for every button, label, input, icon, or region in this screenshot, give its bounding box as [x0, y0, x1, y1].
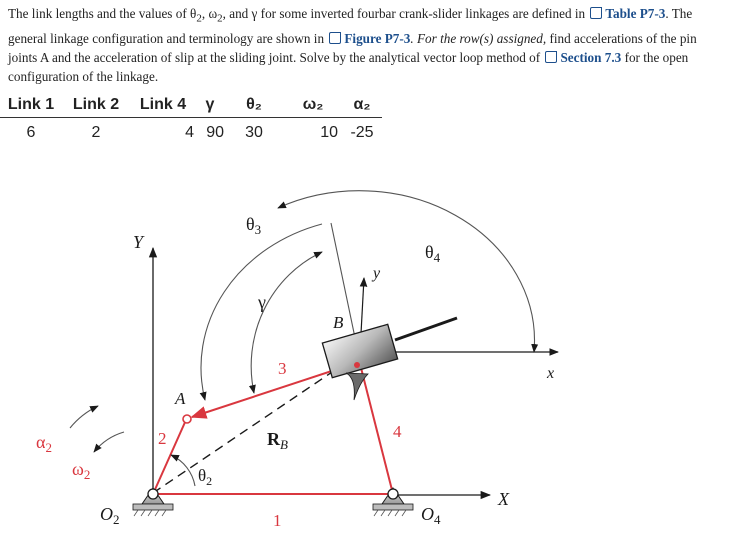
- external-link-icon: [590, 7, 602, 19]
- link1-label: 1: [273, 511, 282, 530]
- header-alpha2: α₂: [342, 94, 382, 118]
- slider-block: [322, 324, 397, 377]
- figure-ref-link[interactable]: Figure P7-3: [344, 30, 411, 46]
- header-link1: Link 1: [0, 94, 62, 118]
- external-link-icon: [545, 51, 557, 63]
- link-3: [192, 364, 353, 417]
- alpha2-label: $\alpha_2$: [36, 432, 52, 455]
- header-theta2: θ₂: [224, 94, 284, 118]
- cell-link2: 2: [91, 124, 101, 141]
- theta3-label: $\theta_3$: [246, 214, 262, 237]
- omega2-label: $\omega_2$: [72, 459, 91, 482]
- pin-b: [354, 362, 360, 368]
- o2-label: $O_2$: [100, 504, 120, 527]
- cell-gamma: 90: [206, 124, 224, 141]
- link-data-table: [0, 94, 382, 146]
- slider-pin-fillet: [346, 373, 368, 400]
- y-local-label: y: [373, 265, 381, 282]
- b-label: B: [333, 313, 344, 332]
- ground-o4: [373, 488, 413, 516]
- link2-label: 2: [158, 429, 167, 448]
- x-local-label: x: [547, 365, 555, 382]
- alpha2-arc: [70, 406, 98, 428]
- linkage-figure: [0, 168, 735, 540]
- theta2-arc: [171, 455, 195, 486]
- cell-omega2: 10: [320, 124, 338, 141]
- link4-label: 4: [393, 422, 402, 441]
- problem-statement: The link lengths and the values of $\theta_2$, $\omega_2$, and γ for some inverted fourbar crank-slider linkages are defined in Table P7-3. The general linkage configuration and terminology are shown in Figure P7-3. For the row(s) assigned, find accelerations of the pin joints A and the acceleration of slip at the sliding joint. Solve by the analytical vector loop method of Section 7.3 for the open configuration of the linkage.: [8, 6, 697, 84]
- cell-alpha2: -25: [350, 124, 374, 141]
- cell-link1: 6: [26, 124, 36, 141]
- table-header-row: [0, 94, 382, 118]
- cell-theta2: 30: [245, 124, 263, 141]
- external-link-icon: [329, 32, 341, 44]
- header-omega2: ω₂: [284, 94, 342, 118]
- theta4-arc: [278, 191, 534, 352]
- link3-label: 3: [278, 359, 287, 378]
- rb-label: $R_B$: [267, 429, 288, 452]
- header-link2: Link 2: [62, 94, 130, 118]
- theta4-label: $\theta_4$: [425, 242, 441, 265]
- gamma-arc: [251, 252, 322, 393]
- x-axis-label: X: [498, 489, 509, 509]
- theta3-arc: [201, 224, 322, 400]
- y-axis-label: Y: [133, 232, 144, 252]
- a-label: A: [175, 389, 186, 408]
- slider-rod: [395, 318, 457, 340]
- header-link4: Link 4: [130, 94, 196, 118]
- gamma-label: γ: [258, 292, 266, 312]
- slider-perpendicular-line: [331, 223, 358, 352]
- section-ref-link[interactable]: Section 7.3: [560, 49, 622, 65]
- cell-link4: 4: [185, 124, 194, 141]
- ground-o2: [133, 488, 173, 516]
- table-row: [0, 118, 382, 147]
- pin-a: [183, 415, 191, 423]
- theta2-label: $\theta_2$: [198, 466, 213, 488]
- o4-label: $O_4$: [421, 504, 441, 527]
- header-gamma: γ: [196, 94, 224, 118]
- omega2-arc: [94, 432, 124, 452]
- table-ref-link[interactable]: Table P7-3: [605, 6, 666, 21]
